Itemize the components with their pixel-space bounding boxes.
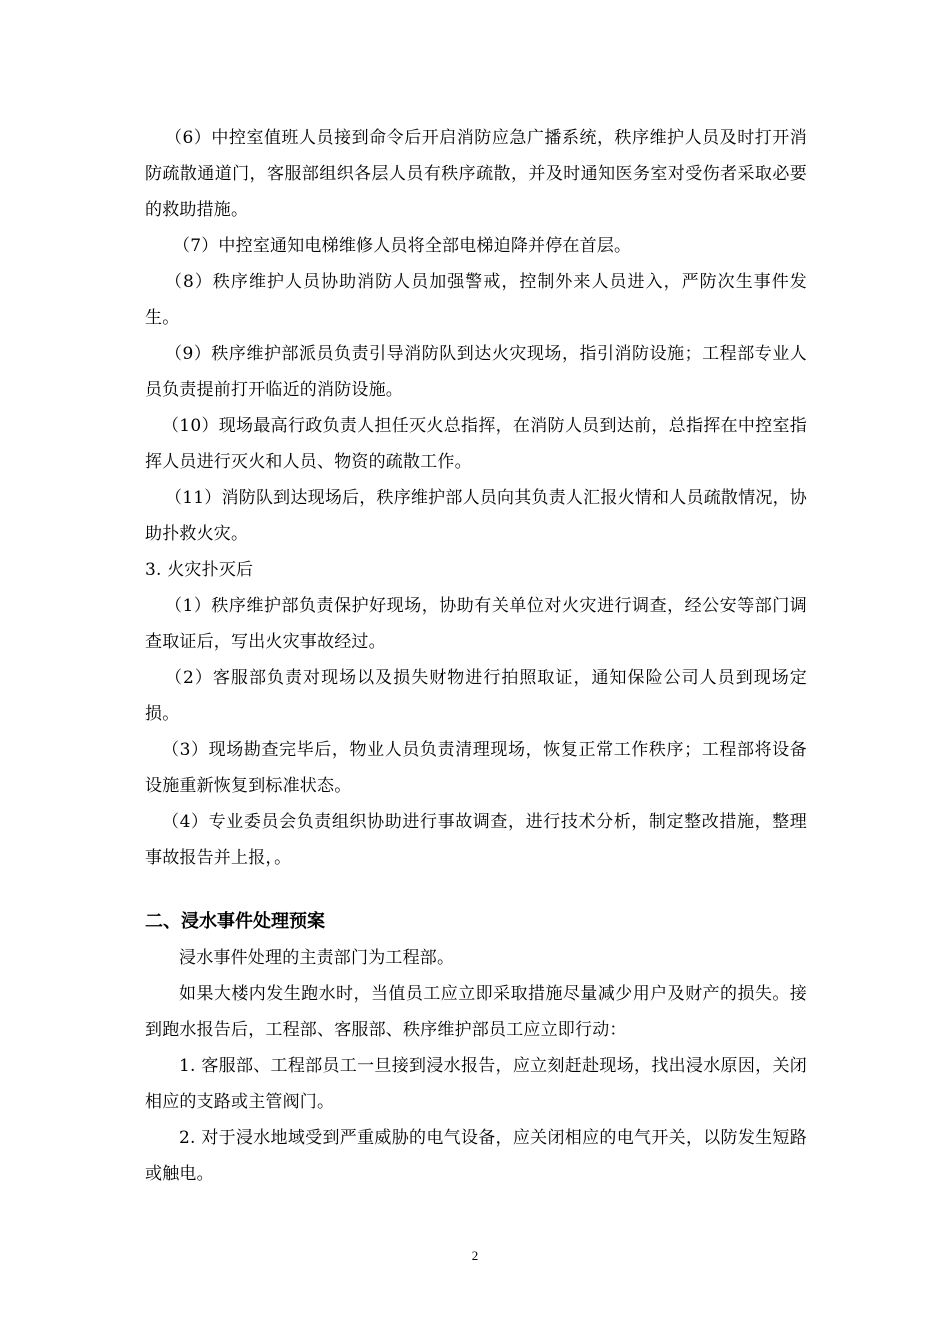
paragraph-after-fire-4: （4）专业委员会负责组织协助进行事故调查，进行技术分析，制定整改措施，整理事故报告并上报，。	[145, 812, 807, 868]
section-3-title: 3. 火灾扑灭后	[145, 560, 254, 580]
paragraph-water-step-2: 2. 对于浸水地域受到严重威胁的电气设备，应关闭相应的电气开关，以防发生短路或触电。	[145, 1128, 807, 1184]
paragraph-water-owner: 浸水事件处理的主责部门为工程部。	[179, 948, 455, 968]
paragraph-item-7: （7）中控室通知电梯维修人员将全部电梯迫降并停在首层。	[173, 236, 632, 256]
paragraph-after-fire-1: （1）秩序维护部负责保护好现场，协助有关单位对火灾进行调查，经公安等部门调查取证后，写出火灾事故经过。	[145, 596, 807, 652]
document-body	[145, 120, 807, 1192]
paragraph-item-9: （9）秩序维护部派员负责引导消防队到达火灾现场，指引消防设施；工程部专业人员负责提前打开临近的消防设施。	[145, 344, 807, 400]
paragraph-item-10: （10）现场最高行政负责人担任灭火总指挥，在消防人员到达前，总指挥在中控室指挥人员进行灭火和人员、物资的疏散工作。	[145, 416, 807, 472]
section-heading-water: 二、浸水事件处理预案	[145, 911, 325, 932]
paragraph-water-step-1: 1. 客服部、工程部员工一旦接到浸水报告，应立刻赶赴现场，找出浸水原因，关闭相应的支路或主管阀门。	[145, 1056, 807, 1112]
paragraph-after-fire-3: （3）现场勘查完毕后，物业人员负责清理现场，恢复正常工作秩序；工程部将设备设施重新恢复到标准状态。	[145, 740, 807, 796]
paragraph-water-intro: 如果大楼内发生跑水时，当值员工应立即采取措施尽量减少用户及财产的损失。接到跑水报告后，工程部、客服部、秩序维护部员工应立即行动：	[145, 984, 807, 1040]
paragraph-after-fire-2: （2）客服部负责对现场以及损失财物进行拍照取证，通知保险公司人员到现场定损。	[145, 668, 807, 724]
paragraph-item-11: （11）消防队到达现场后，秩序维护部人员向其负责人汇报火情和人员疏散情况，协助扑救火灾。	[145, 488, 807, 544]
paragraph-item-6: （6）中控室值班人员接到命令后开启消防应急广播系统，秩序维护人员及时打开消防疏散通道门，客服部组织各层人员有秩序疏散，并及时通知医务室对受伤者采取必要的救助措施。	[145, 128, 807, 220]
paragraph-item-8: （8）秩序维护人员协助消防人员加强警戒，控制外来人员进入，严防次生事件发生。	[145, 272, 807, 328]
page-number: 2	[471, 1248, 479, 1263]
